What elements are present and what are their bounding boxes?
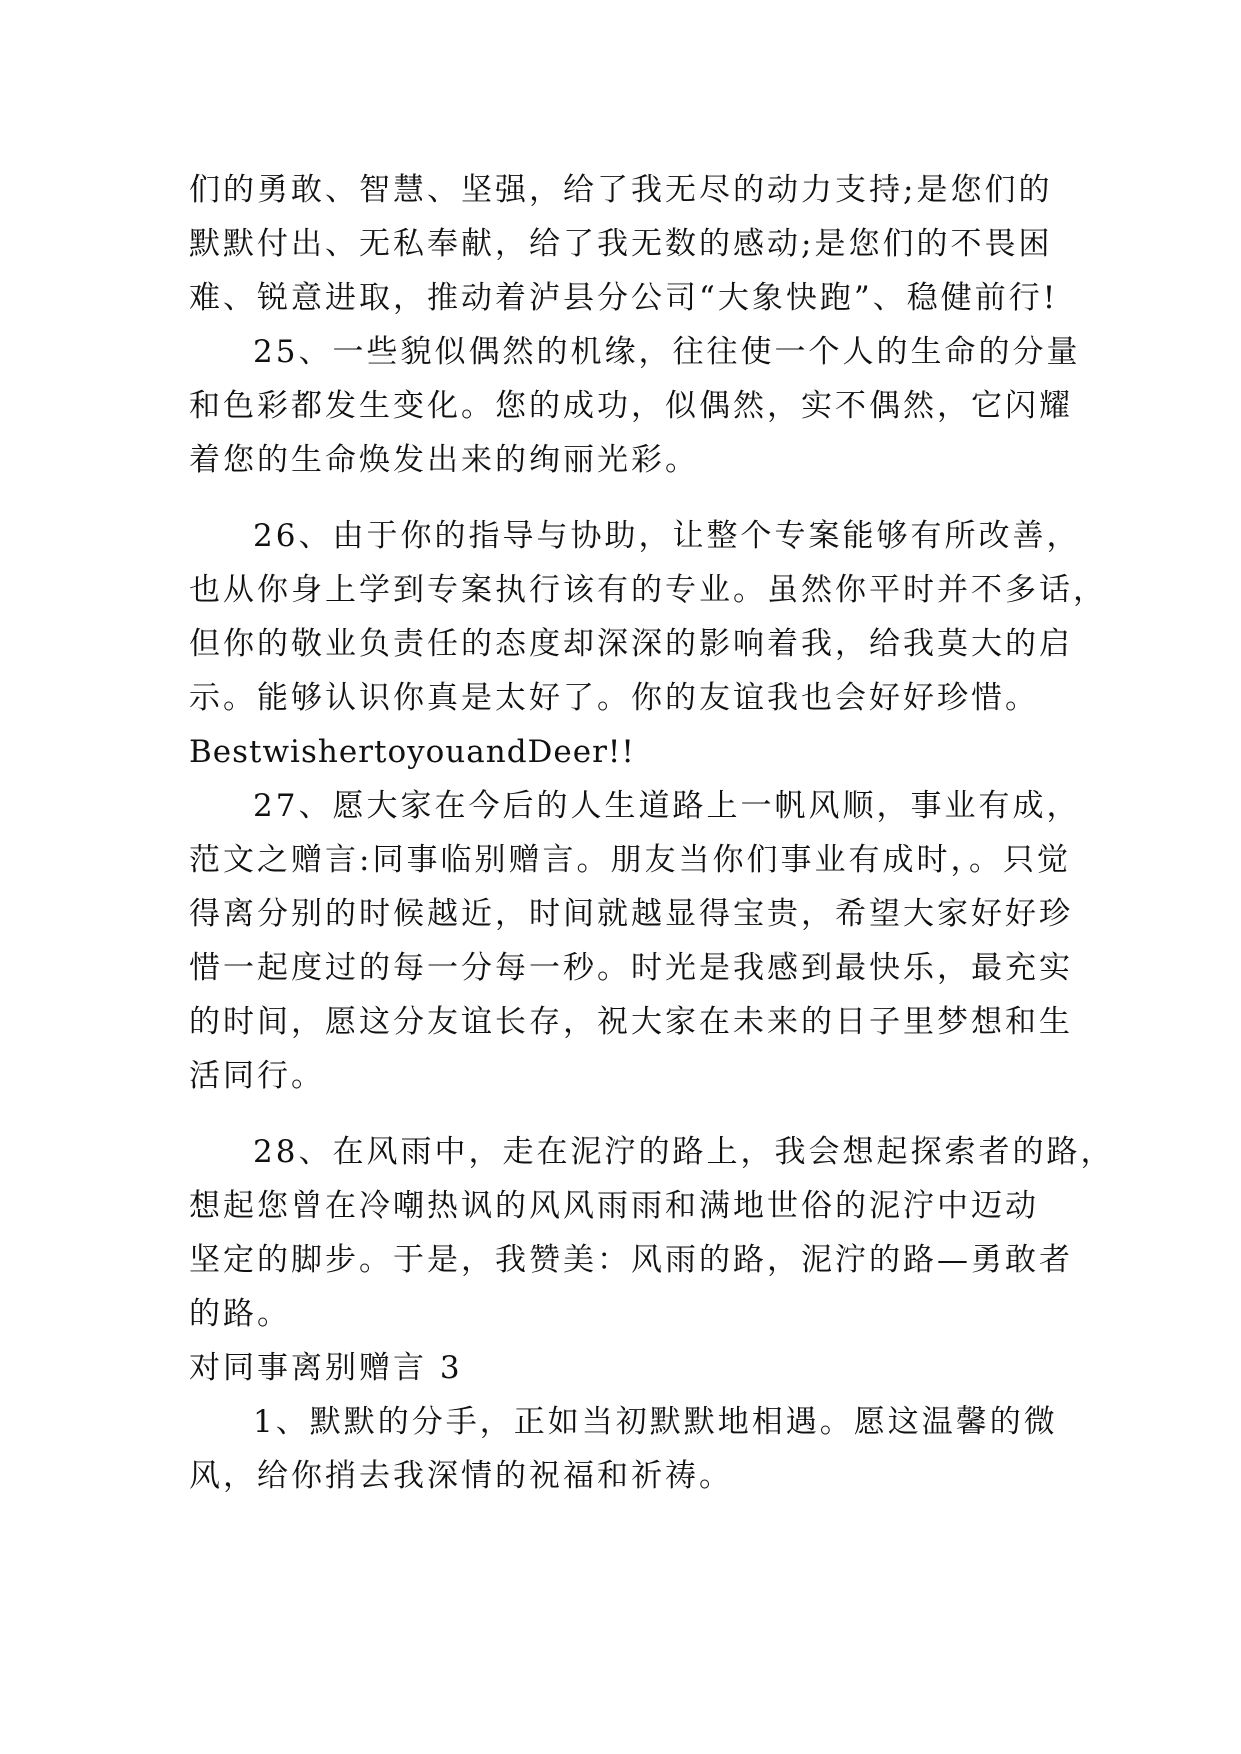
text-line: 的时间，愿这分友谊长存，祝大家在未来的日子里梦想和生: [189, 1004, 1073, 1040]
text-line: 默默付出、无私奉献，给了我无数的感动;是您们的不畏困: [189, 226, 1053, 262]
paragraph-28-start: 28、在风雨中，走在泥泞的路上，我会想起探索者的路，: [253, 1134, 1115, 1170]
text-line: 得离分别的时候越近，时间就越显得宝贵，希望大家好好珍: [189, 896, 1073, 932]
text-line: 示。能够认识你真是太好了。你的友谊我也会好好珍惜。: [189, 680, 1039, 716]
text-line: 但你的敬业负责任的态度却深深的影响着我，给我莫大的启: [189, 626, 1073, 662]
text-line: 风，给你捎去我深情的祝福和祈祷。: [189, 1458, 733, 1494]
text-line: 范文之赠言:同事临别赠言。朋友当你们事业有成时，。只觉: [189, 842, 1071, 878]
text-line: 们的勇敢、智慧、坚强，给了我无尽的动力支持;是您们的: [189, 172, 1053, 208]
text-line: 和色彩都发生变化。您的成功，似偶然，实不偶然，它闪耀: [189, 388, 1073, 424]
text-line: 活同行。: [189, 1058, 325, 1094]
text-line: 惜一起度过的每一分每一秒。时光是我感到最快乐，最充实: [189, 950, 1073, 986]
text-line: BestwishertoyouandDeer!!: [189, 734, 635, 770]
text-line: 坚定的脚步。于是，我赞美：风雨的路，泥泞的路—勇敢者: [189, 1242, 1073, 1278]
paragraph-25-start: 25、一些貌似偶然的机缘，往往使一个人的生命的分量: [253, 334, 1081, 370]
text-line: 想起您曾在冷嘲热讽的风风雨雨和满地世俗的泥泞中迈动: [189, 1188, 1039, 1224]
paragraph-1-start: 1、默默的分手，正如当初默默地相遇。愿这温馨的微: [253, 1404, 1058, 1440]
paragraph-27-start: 27、愿大家在今后的人生道路上一帆风顺，事业有成，: [253, 788, 1081, 824]
text-line: 也从你身上学到专案执行该有的专业。虽然你平时并不多话，: [189, 572, 1107, 608]
text-line: 的路。: [189, 1296, 291, 1332]
text-line: 难、锐意进取，推动着泸县分公司“大象快跑”、稳健前行!: [189, 280, 1059, 316]
text-line: 着您的生命焕发出来的绚丽光彩。: [189, 442, 699, 478]
section-heading: 对同事离别赠言 3: [189, 1350, 463, 1386]
paragraph-26-start: 26、由于你的指导与协助，让整个专案能够有所改善，: [253, 518, 1081, 554]
